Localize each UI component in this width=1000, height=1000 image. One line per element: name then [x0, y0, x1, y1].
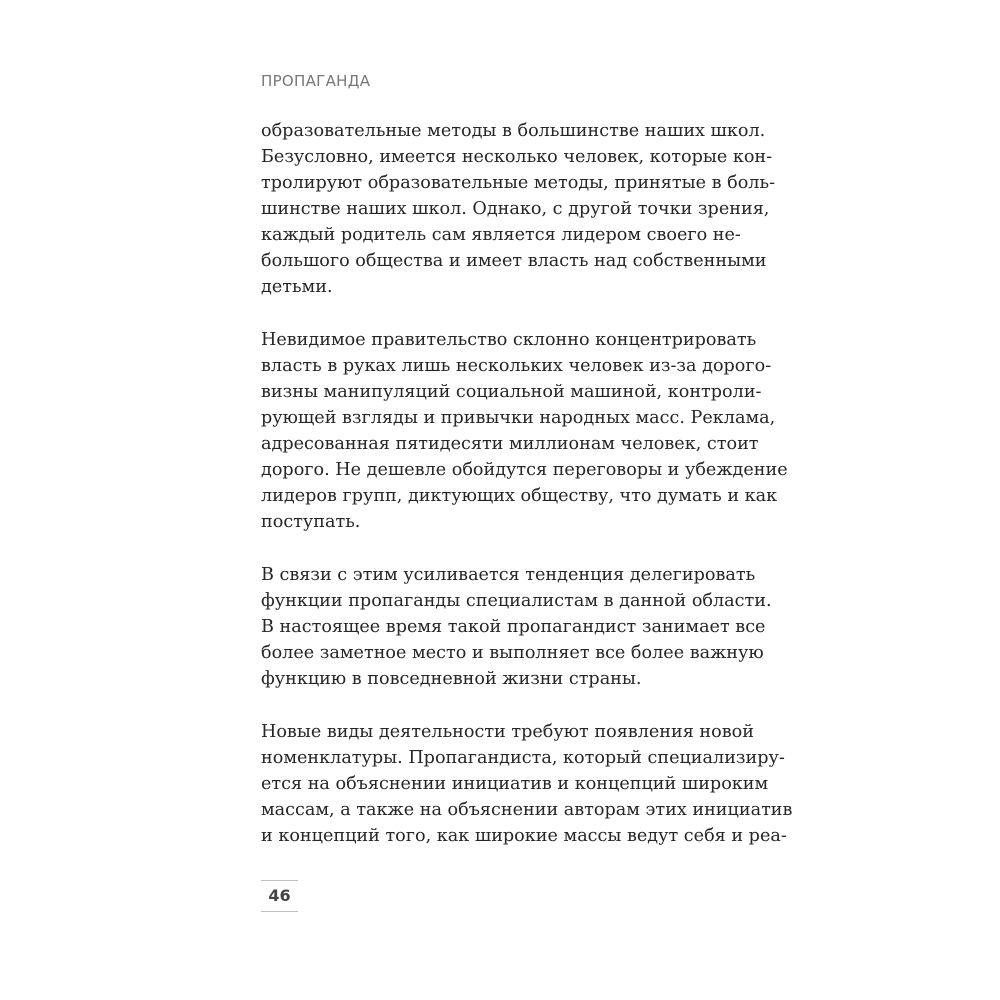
text-line: более заметное место и выполняет все более важную [261, 643, 764, 663]
text-line: власть в руках лишь нескольких человек из-за дорого- [261, 356, 772, 376]
text-line: функции пропаганды специалистам в данной области. [261, 591, 772, 611]
text-line: детьми. [261, 277, 333, 297]
page-number: 46 [261, 880, 298, 912]
text-line: шинстве наших школ. Однако, с другой точки зрения, [261, 199, 770, 219]
paragraph [261, 719, 793, 849]
text-line: ется на объяснении инициатив и концепций широким [261, 774, 769, 794]
text-line: В связи с этим усиливается тенденция делегировать [261, 565, 756, 585]
text-line: каждый родитель сам является лидером своего не- [261, 225, 741, 245]
text-line: и концепций того, как широкие массы ведут себя и реа- [261, 826, 787, 846]
text-line: большого общества и имеет власть над собственными [261, 251, 767, 271]
text-line: массам, а также на объяснении авторам этих инициатив [261, 800, 793, 820]
paragraph [261, 118, 776, 300]
text-line: Новые виды деятельности требуют появления новой [261, 722, 754, 742]
text-line: В настоящее время такой пропагандист занимает все [261, 617, 766, 637]
text-line: дорого. Не дешевле обойдутся переговоры и убеждение [261, 460, 788, 480]
running-head: ПРОПАГАНДА [261, 72, 371, 90]
text-line: номенклатуры. Пропагандиста, который специализиру- [261, 748, 785, 768]
text-line: образовательные методы в большинстве наших школ. [261, 121, 766, 141]
text-line: тролируют образовательные методы, принятые в боль- [261, 173, 776, 193]
text-line: адресованная пятидесяти миллионам человек, стоит [261, 434, 759, 454]
paragraph [261, 562, 772, 692]
text-line: Безусловно, имеется несколько человек, которые кон- [261, 147, 773, 167]
text-line: рующей взгляды и привычки народных масс. Реклама, [261, 408, 776, 428]
text-line: лидеров групп, диктующих обществу, что думать и как [261, 486, 778, 506]
text-line: визны манипуляций социальной машиной, контроли- [261, 382, 762, 402]
text-line: функцию в повседневной жизни страны. [261, 669, 642, 689]
body-text [261, 118, 793, 876]
text-line: поступать. [261, 512, 361, 532]
paragraph [261, 327, 788, 535]
text-line: Невидимое правительство склонно концентрировать [261, 330, 757, 350]
